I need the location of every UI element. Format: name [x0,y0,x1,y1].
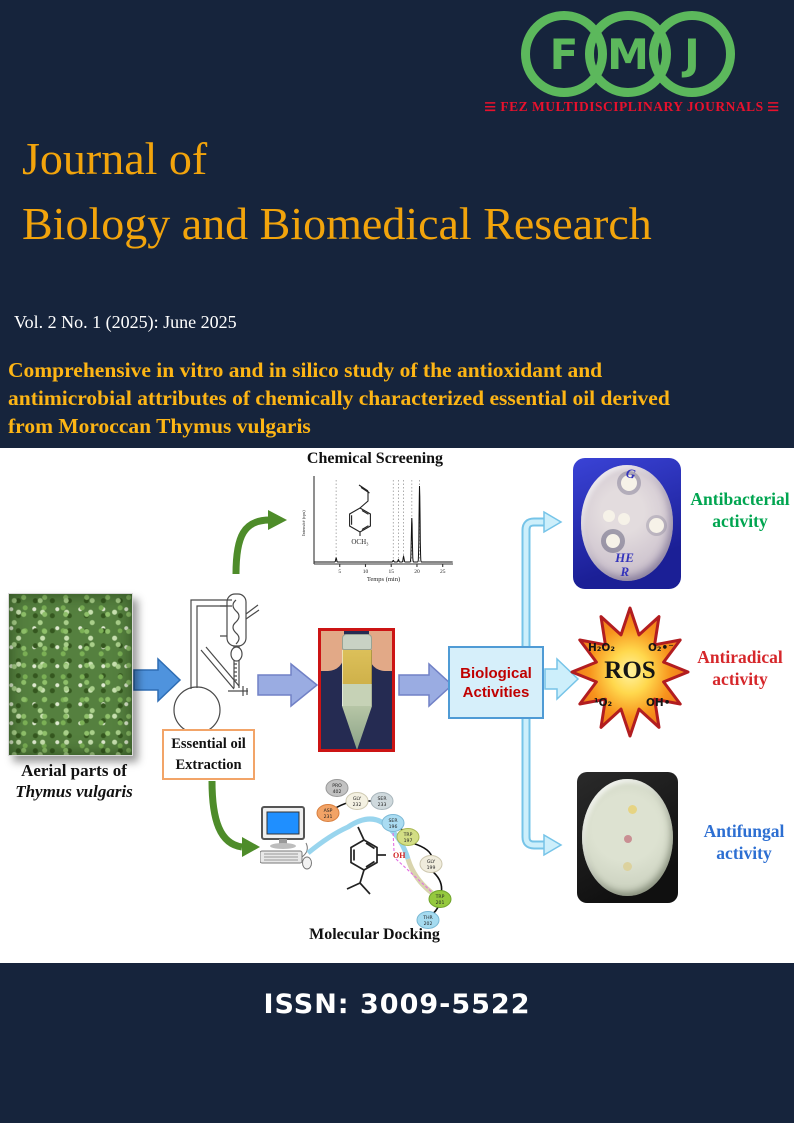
logo-circle-j [649,11,735,97]
svg-text:ASP: ASP [323,809,333,814]
svg-text:196: 196 [388,825,398,830]
journal-title [22,126,652,256]
antifungal-label: Antifungal activity [703,821,785,863]
estragole-structure [350,485,371,536]
flow-arrow-extraction-to-docking [212,781,260,857]
chromatogram-plot [298,468,460,586]
svg-text:202: 202 [423,922,433,927]
antifungal-dish-photo [577,772,678,903]
ros-hydroxyl: OH• [646,697,671,709]
svg-text:402: 402 [332,790,342,795]
plant-caption [0,760,148,802]
antiradical-label: Antiradical activity [697,647,783,689]
article-title [8,356,670,440]
residue-ser233 [371,793,393,810]
flow-arrow-oil-to-bio [399,664,452,706]
residue-trp197 [397,829,419,846]
flow-arrow-apparatus-to-oil [258,664,317,706]
journal-title-line2: Biology and Biomedical Research [22,198,652,249]
residue-gly232 [346,793,368,810]
logo-letter: M [607,29,649,79]
chromatogram-title: Chemical Screening [306,450,444,467]
logo-letter: F [549,29,579,79]
svg-text:PRO: PRO [332,784,342,789]
article-title-line2: antimicrobial attributes of chemically characterized essential oil derived [8,386,670,410]
ros-center-label: ROS [604,657,656,684]
svg-text:THR: THR [423,916,433,921]
finger [369,631,392,671]
extraction-line1: Essential oil [171,736,246,752]
graphical-abstract [0,448,794,963]
dish-mark-r: R [620,564,630,580]
svg-text:197: 197 [403,839,413,844]
plant-caption-line1: Aerial parts of [21,761,127,780]
dish-mark-top: G [624,465,637,482]
hydroxyl-label: OH [393,851,406,860]
bio-line1: Biological [460,664,532,682]
svg-text:231: 231 [323,815,333,820]
flow-arrow-bio-to-antibacterial [526,512,561,646]
logo-letter: J [684,29,700,79]
svg-text:TRP: TRP [403,833,413,838]
methoxy-label: OCH₃ [351,538,369,546]
fmj-logo [521,11,735,99]
thyme-plant-photo [8,593,133,756]
bio-line2: Activities [462,683,530,701]
distillation-apparatus-drawing [174,594,259,733]
svg-text:GLY: GLY [352,797,362,802]
article-title-line3: from Moroccan Thymus vulgaris [8,414,311,438]
ros-superoxide: O₂•⁻ [648,642,674,654]
residue-gly199 [420,856,442,873]
ros-singlet-oxygen: ¹O₂ [594,697,613,709]
tagline-text: FEZ MULTIDISCIPLINARY JOURNALS [500,99,764,114]
microtube [342,634,372,750]
molecular-docking-label: Molecular Docking [309,926,440,943]
svg-text:10: 10 [362,569,369,575]
extraction-line2: Extraction [175,757,242,773]
residue-pro402 [326,780,348,797]
residue-ser196 [382,815,404,832]
issue-label: Vol. 2 No. 1 (2025): June 2025 [14,312,237,332]
flow-arrow-plant-to-apparatus [134,659,180,701]
issn-label: ISSN: 3009-5522 [263,989,531,1020]
tagline-rule-left-icon: ≡ [484,94,498,119]
ros-starburst [568,602,692,740]
residue-asp231 [317,805,339,822]
thymol-structure [347,827,386,894]
svg-text:20: 20 [414,569,420,575]
svg-text:199: 199 [426,866,436,871]
biological-activities-box [448,646,544,719]
flow-arrow-bio-to-antifungal [526,718,561,855]
essential-oil-photo [318,628,395,752]
svg-text:Intensité (cps): Intensité (cps) [301,510,306,536]
svg-text:5: 5 [338,569,342,575]
svg-text:GLY: GLY [426,860,436,865]
svg-text:TRP: TRP [435,895,445,900]
extraction-box [162,729,255,780]
svg-text:Temps (min): Temps (min) [366,576,401,583]
plant-caption-line2: Thymus vulgaris [15,782,133,801]
antibacterial-dish-photo [573,458,681,589]
finger [321,631,344,671]
svg-text:SER: SER [377,797,387,802]
docking-diagram [300,775,462,933]
residue-trp201 [429,891,451,908]
ros-h2o2: H₂O₂ [588,642,615,654]
journal-title-line1: Journal of [22,133,208,184]
svg-text:201: 201 [435,901,445,906]
svg-text:233: 233 [377,803,387,808]
dish-mark-he: HE [615,549,634,565]
article-title-line1: Comprehensive in vitro and in silico study of the antioxidant and [8,358,603,382]
antibacterial-label: Antibacterial activity [690,489,790,531]
svg-text:SER: SER [388,819,398,824]
svg-text:15: 15 [388,569,394,575]
publisher-tagline [484,94,780,119]
svg-text:25: 25 [439,569,446,575]
flow-arrow-apparatus-to-chromatogram [236,510,287,574]
svg-text:232: 232 [352,803,362,808]
tagline-rule-right-icon: ≡ [766,94,780,119]
